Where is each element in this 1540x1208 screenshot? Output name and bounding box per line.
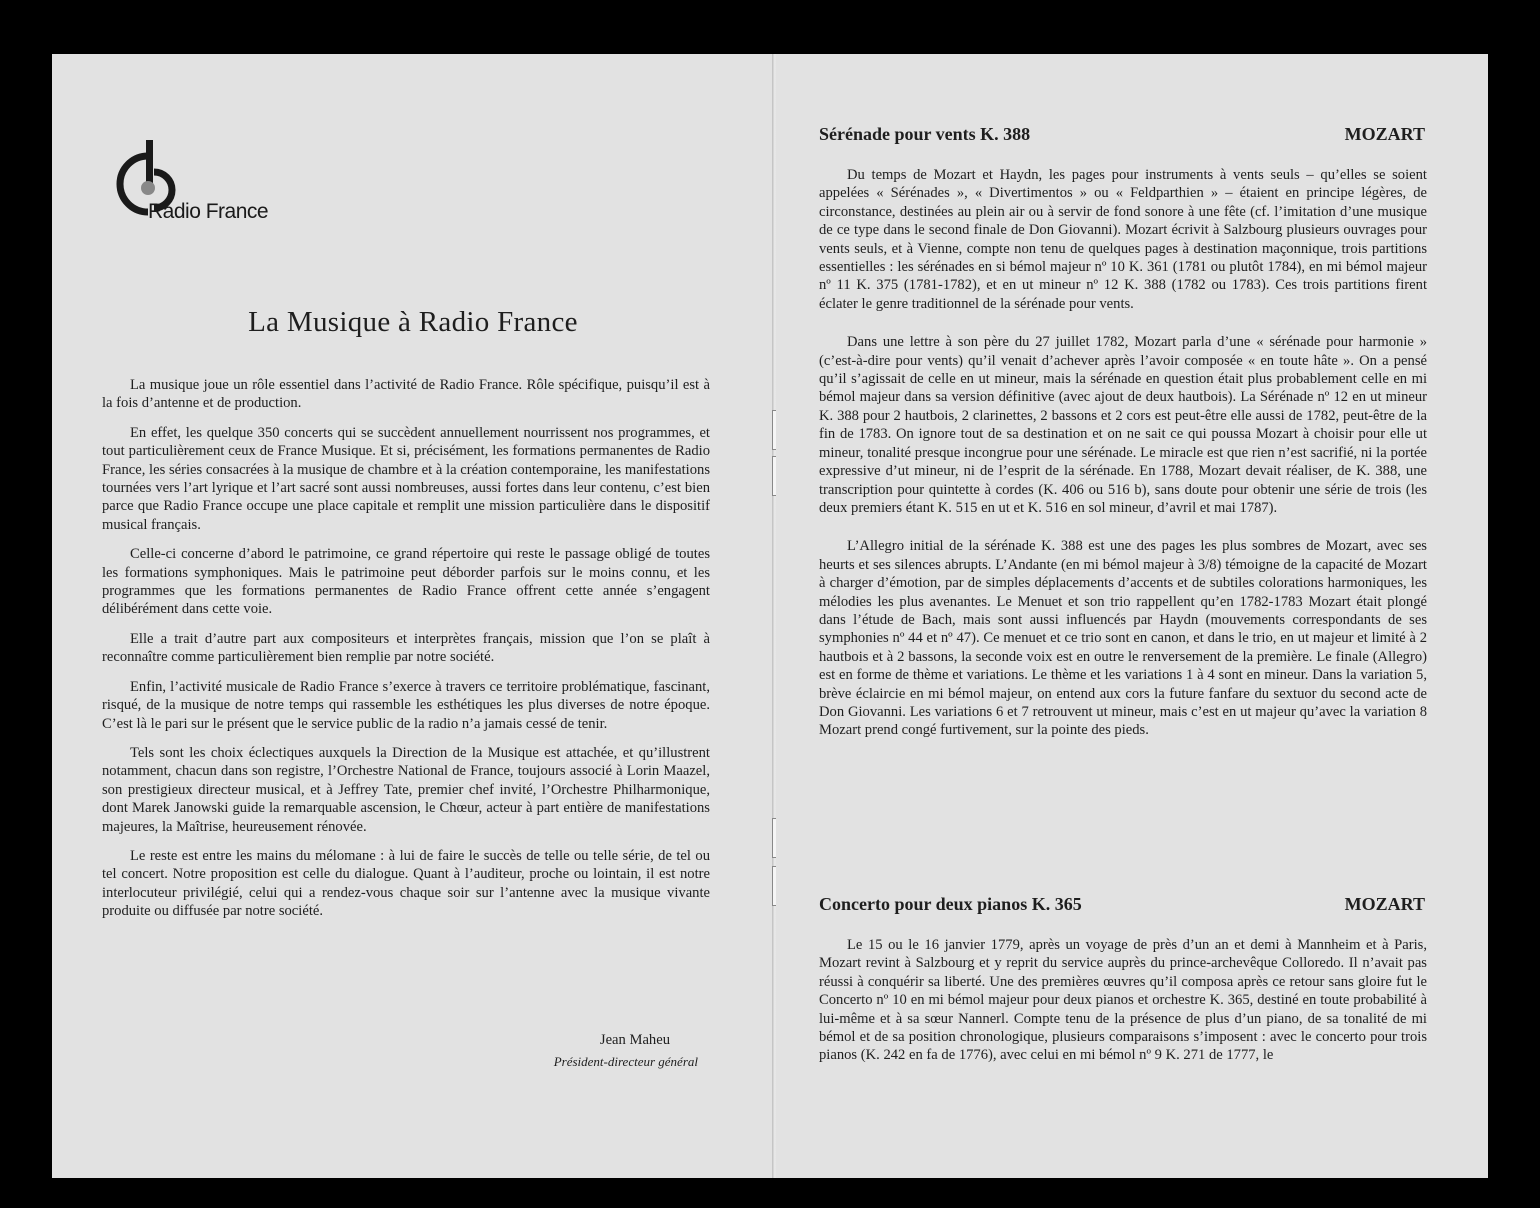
- signature-name: Jean Maheu: [599, 1032, 670, 1048]
- paragraph: Du temps de Mozart et Haydn, les pages pour instruments à vents seuls – qu’elles se soient appelées « Sérénades », « Divertimentos » ou « Feldparthien » – étaient en principe légères, de circonstance, destinées au plein air ou à servir de fond sonore à une fête (cf. l’imitation d’une musique de ce type dans le second finale de Don Giovanni). Mozart écrivit à Salzbourg plusieurs ouvrages pour vents seuls, et à Vienne, compte non tenu de quelques pages à destination maçonnique, trois partitions essentielles : les sérénades en si bémol majeur nº 10 K. 361 (1781 ou plutôt 1784), en mi bémol majeur nº 11 K. 375 (1781-1782), et en ut mineur nº 12 K. 388 (1782 ou 1783). Ces trois partitions firent éclater le genre traditionnel de la sérénade pour vents.: [819, 167, 1427, 312]
- paragraph: Dans une lettre à son père du 27 juillet 1782, Mozart parla d’une « sérénade pour harmonie » (c’est-à-dire pour vents) qu’il venait d’achever après l’avoir composée « en toute hâte ». On a pensé qu’il s’agissait de celle en ut mineur, mais la sérénade en question était plus probablement celle en mi bémol majeur dans sa version définitive (avec ajout de deux hautbois). La Sérénade nº 12 en ut mineur K. 388 pour 2 hautbois, 2 clarinettes, 2 bassons et 2 cors est peut-être elle aussi de 1782, peut-être de la fin de 1783. On ignore tout de sa destination et on ne sait ce qui poussa Mozart à choisir pour elle ut mineur, tonalité presque incongrue pour une sérénade. Le miracle est que rien n’est sacrifié, ni la portée expressive d’ut mineur, ni de l’esprit de la sérénade. En 1788, Mozart devait réaliser, de K. 388, une transcription pour quintette à cordes (K. 406 ou 516 b), sans doute pour obtenir une série de trois (les deux premiers étant K. 515 en ut et K. 516 en sol mineur, d’avril et mai 1787).: [819, 334, 1427, 516]
- paragraph: La musique joue un rôle essentiel dans l’activité de Radio France. Rôle spécifique, puisqu’il est à la fois d’antenne et de production.: [102, 377, 710, 412]
- signature-title: Président-directeur général: [553, 1054, 698, 1069]
- section-heading-concerto: [819, 894, 1425, 915]
- paragraph: En effet, les quelque 350 concerts qui se succèdent annuellement nourrissent nos programmes, et tout particulièrement ceux de France Musique. Et si, précisément, les formations permanentes de Radio France, les séries consacrées à la musique de chambre et à la création contemporaine, les manifestations tournées vers l’art lyrique et l’art sacré sont aussi nombreuses, aussi fortes dans leur contenu, c’est bien parce que Radio France occupe une place capitale et remplit une mission particulière dans le dispositif musical français.: [102, 424, 710, 533]
- paragraph: Tels sont les choix éclectiques auxquels la Direction de la Musique est attachée, et qu’illustrent notamment, chacun dans son registre, l’Orchestre National de France, toujours associé à Lorin Maazel, son prestigieux directeur musical, et à Jeffrey Tate, premier chef invité, l’Orchestre Philharmonique, dont Marek Janowski guide la remarquable ascension, le Chœur, acteur à part entière de manifestations majeures, la Maîtrise, heureusement rénovée.: [102, 744, 710, 835]
- paragraph: Celle-ci concerne d’abord le patrimoine, ce grand répertoire qui reste le passage obligé de toutes les formations symphoniques. Mais le patrimoine peut déborder parfois sur le moins connu, et les programmes que les formations permanentes de Radio France offrent cette année s’engagent délibérément dans cette voie.: [102, 546, 710, 618]
- serenade-body: [819, 166, 1427, 760]
- paragraph: L’Allegro initial de la sérénade K. 388 est une des pages les plus sombres de Mozart, avec ses heurts et ses silences abrupts. L’Andante (en mi bémol majeur à 3/8) témoigne de la capacité de Mozart à charger d’émotion, par de simples déplacements d’accents et de subtiles colorations harmoniques, les mélodies les plus avenantes. Le Menuet et son trio rappellent qu’en 1782-1783 Mozart était plongé dans l’étude de Bach, mais sont aussi influencés par Haydn (mouvements correspondants de ses symphonies nº 44 et nº 47). Ce menuet et ce trio sont en canon, et dans le trio, en ut majeur et limité à 2 hautbois et à 2 bassons, la seconde voix est en outre le renversement de la première. Le finale (Allegro) est en forme de thème et variations. Le thème et les variations 1 à 4 sont en mineur. Dans la variation 5, brève éclaircie en mi bémol majeur, on entend aux cors la future fanfare du sextuor du second acte de Don Giovanni. Les variations 6 et 7 retrouvent ut mineur, mais c’est en ut majeur qu’avec la variation 8 Mozart prend congé furtivement, sur la pointe des pieds.: [819, 538, 1427, 739]
- paragraph: Le reste est entre les mains du mélomane : à lui de faire le succès de telle ou telle série, de tel ou tel concert. Notre proposition est celle du dialogue. Quant à l’auditeur, proche ou lointain, il est notre interlocuteur privilégié, celui qui a rendez-vous chaque soir sur l’antenne avec la musique vivante produite ou diffusée par notre société.: [102, 847, 710, 920]
- right-page: [776, 54, 1488, 1178]
- section-composer: MOZART: [1344, 894, 1425, 914]
- section-heading-serenade: [819, 124, 1425, 145]
- paragraph: Elle a trait d’autre part aux compositeurs et interprètes français, mission que l’on se plaît à reconnaître comme particulièrement bien remplie par notre société.: [102, 630, 710, 666]
- radio-france-logo: [104, 138, 269, 238]
- paragraph: Le 15 ou le 16 janvier 1779, après un voyage de près d’un an et demi à Mannheim et à Paris, Mozart revint à Salzbourg et y reprit du service auprès du prince-archevêque Colloredo. Il n’avait pas réussi à conquérir sa liberté. Une des premières œuvres qu’il composa après ce retour sans gloire fut le Concerto nº 10 en mi bémol majeur pour deux pianos et orchestre K. 365, destiné en toute probabilité à lui-même et à sa sœur Nannerl. Compte tenu de la présence de plus d’un piano, de sa tonalité de mi bémol et de sa position chronologique, plusieurs comparaisons s’imposent : avec le concerto pour trois pianos (K. 242 en fa de 1776), avec celui en mi bémol nº 9 K. 271 de 1777, le: [819, 937, 1427, 1064]
- section-title: Concerto pour deux pianos K. 365: [819, 894, 1082, 914]
- left-body: [102, 376, 710, 932]
- logo-text: Radio France: [148, 200, 269, 223]
- section-title: Sérénade pour vents K. 388: [819, 124, 1031, 144]
- paragraph: Enfin, l’activité musicale de Radio France s’exerce à travers ce territoire problématique, fascinant, risqué, de la musique de notre temps qui rassemble les esthétiques les plus diverses de notre époque. C’est là le pari sur le présent que le service public de la radio n’a jamais cessé de tenir.: [102, 678, 710, 732]
- page-title: La Musique à Radio France: [248, 306, 578, 338]
- concerto-body: [819, 936, 1427, 1085]
- section-composer: MOZART: [1344, 124, 1425, 144]
- left-page: [52, 54, 774, 1178]
